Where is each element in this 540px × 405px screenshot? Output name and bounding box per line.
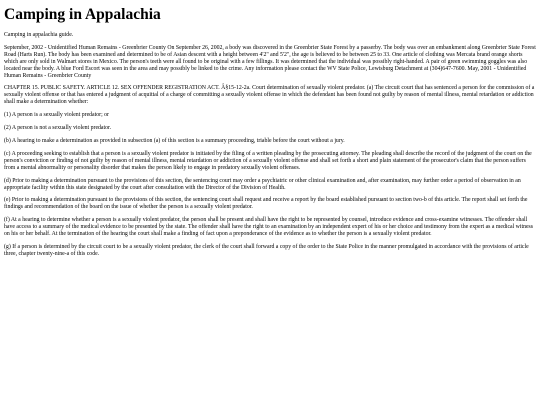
intro-paragraph: Camping in appalachia guide. [4,32,74,38]
statute-subsection-e: (e) Prior to making a determination pursuant to the provisions of this section, the sentencing court shall request and receive a report by the board established pursuant to section two-b of this article. The report shall set forth the findings and recommendation of the board on the issue of whether the person is a sexually violent predator. [4,197,528,211]
statute-item-1: (1) A person is a sexually violent predator; or [4,112,109,119]
page-content [4,6,536,264]
statute-subsection-f: (f) At a hearing to determine whether a person is a sexually violent predator, the person shall be present and shall have the right to be represented by counsel, introduce evidence and cross-examine witnesses. The offender shall have access to a summary of the medical evidence to be presented by the state. The offender shall have the right to an examination by an independent expert of his or her choice and testimony from the expert as a medical witness on his or her behalf. At the termination of the hearing the court shall make a finding of fact upon a preponderance of the evidence as to whether the person is a sexually violent predator. [4,217,534,238]
statute-item-2: (2) A person is not a sexually violent predator. [4,125,112,132]
statute-subsection-c: (c) A proceeding seeking to establish that a person is a sexually violent predator is initiated by the filing of a written pleading by the prosecuting attorney. The pleading shall describe the record of the judgment of the court on the person's conviction or finding of not guilty by reason of mental illness, mental retardation or addiction of a sexually violent offense and shall set forth a short and plain statement of the prosecutor's claim that the person suffers from a mental abnormality or personality disorder that makes the person likely to engage in predatory sexually violent offenses. [4,150,532,171]
news-paragraph: September, 2002 - Unidentified Human Remains - Greenbrier County On September 26, 2002, a body was discovered in the Greenbrier State Forest by a passerby. The body was over an embankment along Greenbrier State Forest Road (Harts Run). The body has been examined and determined to be of Asian descent with a height between 4'2" and 5'2", the age is believed to be between 25 to 33. One article of clothing was Mercata brand orange shorts which are only sold in Walmart stores in Mexico. The person's teeth were all found to be original with a few fillings. It was determined that the individual was possibly right-handed. A pair of green swimming goggles was also located near the body. A blue Ford Escort was seen in the area and may possibly be linked to the crime. Any information please contact the WV State Police, Lewisburg Detachment at (304)647-7600. May, 2001 - Unidentified Human Remains - Greenbrier County [4,44,536,79]
statute-paragraph: CHAPTER 15. PUBLIC SAFETY. ARTICLE 12. SEX OFFENDER REGISTRATION ACT. Â§15-12-2a. Court determination of sexually violent predator. (a) The circuit court that has sentenced a person for the commission of a sexually violent offense or that has entered a judgment of acquittal of a charge of committing a sexually violent offense in which the defendant has been found not guilty by reason of mental illness, mental retardation or addiction shall make a determination whether: [4,85,535,106]
statute-subsection-d: (d) Prior to making a determination pursuant to the provisions of this section, the sentencing court may order a psychiatric or other clinical examination and, after examination, may further order a period of observation in an appropriate facility within this state designated by the court after consultation with the Director of the Division of Health. [4,177,521,191]
statute-subsection-g: (g) If a person is determined by the circuit court to be a sexually violent predator, the clerk of the court shall forward a copy of the order to the State Police in the manner promulgated in accordance with the provisions of article three, chapter twenty-nine-a of this code. [4,243,529,257]
page-title: Camping in Appalachia [4,6,161,23]
statute-subsection-b: (b) A hearing to make a determination as provided in subsection (a) of this section is a summary proceeding, triable before the court without a jury. [4,137,345,144]
